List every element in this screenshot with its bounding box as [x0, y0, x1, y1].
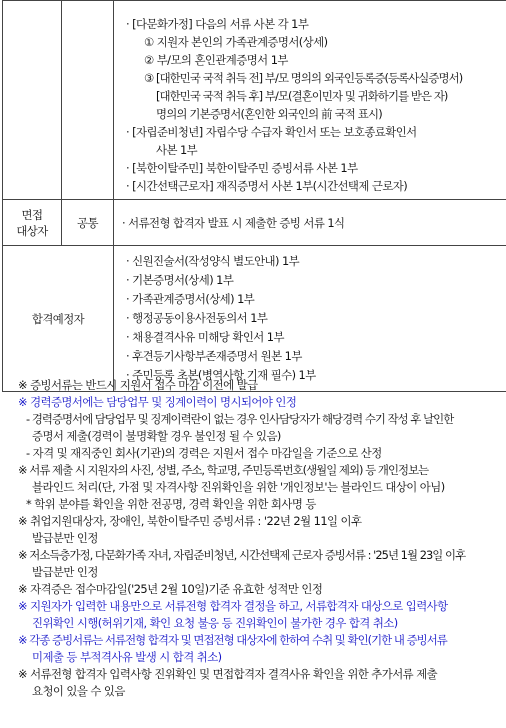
prospective-docs-cell — [114, 246, 506, 392]
list-item: · 주민등록 초본(병역사항 기재 필수) 1부 — [126, 368, 316, 382]
list-item: 명의의 기본증명서(혼인한 외국인의 前 국적 표시) — [156, 107, 382, 121]
list-item: · 채용결격사유 미해당 확인서 1부 — [126, 330, 284, 344]
list-item: ② 부/모의 혼인관계증명서 1부 — [144, 53, 288, 67]
list-item: · 기본증명서(상세) 1부 — [126, 273, 234, 287]
note-line: ※ 각종 증빙서류는 서류전형 합격자 및 면접전형 대상자에 한하여 수취 및 확인(기한 내 증빙서류 — [18, 633, 447, 647]
note-line: 발급분만 인정 — [32, 531, 98, 545]
note-line: ※ 서류 제출 시 지원자의 사진, 성별, 주소, 학교명, 주민등록번호(생월일 제외) 등 개인정보는 — [18, 463, 429, 477]
note-line: - 자격 및 재직중인 회사(기관)의 경력은 지원서 접수 마감일을 기준으로 산정 — [26, 446, 382, 460]
common-label: 공통 — [62, 200, 114, 246]
note-line: - 경력증명서에 담당업무 및 징계이력란이 없는 경우 인사담당자가 해당경력 수기 작성 후 날인한 — [26, 412, 454, 426]
note-line: 증명서 제출(경력이 불명확할 경우 불인정 될 수 있음) — [32, 429, 281, 443]
table-row — [3, 200, 506, 246]
list-item: · [북한이탈주민] 북한이탈주민 증빙서류 사본 1부 — [126, 161, 358, 175]
note-line: ※ 취업지원대상자, 장애인, 북한이탈주민 증빙서류 : '22년 2월 11일 이후 — [18, 514, 362, 528]
empty-cell — [62, 1, 114, 200]
note-line: ※ 서류전형 합격자 입력사항 진위확인 및 면접합격자 결격사유 확인을 위한 추가서류 제출 — [18, 667, 438, 681]
notes-section — [12, 377, 504, 700]
list-item: · [시간선택근로자] 재직증명서 사본 1부(시간선택제 근로자) — [126, 179, 408, 193]
table-row — [3, 1, 506, 200]
list-item: · 행정공동이용사전동의서 1부 — [126, 311, 268, 325]
common-doc-cell — [114, 200, 506, 246]
note-line: 진위확인 시행(허위기재, 확인 요청 불응 등 진위확인이 불가한 경우 합격 취소) — [32, 616, 398, 630]
document-requirements-table — [2, 0, 506, 392]
list-item: · 후견등기사항부존재증명서 원본 1부 — [126, 349, 302, 363]
note-line: * 학위 분야를 확인을 위한 전공명, 경력 확인을 위한 회사명 등 — [26, 497, 316, 511]
note-line: 발급분만 인정 — [32, 565, 98, 579]
note-line: 요청이 있을 수 있음 — [32, 684, 125, 698]
note-line: ※ 증빙서류는 반드시 지원서 접수 마감 이전에 발급 — [18, 378, 258, 392]
note-line: ※ 저소득층가정, 다문화가족 자녀, 자립준비청년, 시간선택제 근로자 증빙서류 : '25년 1월 23일 이후 — [18, 548, 466, 562]
note-line: 미제출 등 부적격사유 발생 시 합격 취소) — [32, 650, 222, 664]
list-item: · 신원진술서(작성양식 별도안내) 1부 — [126, 254, 300, 268]
special-docs-cell — [114, 1, 506, 200]
note-line: ※ 자격증은 접수마감일('25년 2월 10일)기준 유효한 성적만 인정 — [18, 582, 323, 596]
list-item: · [다문화가정] 다음의 서류 사본 각 1부 — [126, 17, 309, 31]
note-line: ※ 경력증명서에는 담당업무 및 징계이력이 명시되어야 인정 — [18, 395, 297, 409]
table-row — [3, 246, 506, 392]
list-item: ③ [대한민국 국적 취득 전] 부/모 명의의 외국인등록증(등록사실증명서) — [144, 71, 463, 85]
list-item: [대한민국 국적 취득 후] 부/모(결혼이민자 및 귀화하기를 받은 자) — [156, 89, 448, 103]
empty-cell — [3, 1, 62, 200]
prospective-label: 합격예정자 — [3, 246, 114, 392]
interview-target-label: 면접 대상자 — [3, 200, 62, 246]
list-item: · 서류전형 합격자 발표 시 제출한 증빙 서류 1식 — [122, 215, 345, 230]
note-line: ※ 지원자가 입력한 내용만으로 서류전형 합격자 결정을 하고, 서류합격자 대상으로 입력사항 — [18, 599, 448, 613]
list-item: ① 지원자 본인의 가족관계증명서(상세) — [144, 35, 328, 49]
list-item: · 가족관계증명서(상세) 1부 — [126, 292, 255, 306]
list-item: · [자립준비청년] 자립수당 수급자 확인서 또는 보호종료확인서 — [126, 125, 417, 139]
note-line: 블라인드 처리(단, 가점 및 자격사항 진위확인을 위한 '개인정보'는 블라인드 대상이 아님) — [32, 480, 445, 494]
list-item: 사본 1부 — [156, 143, 198, 157]
